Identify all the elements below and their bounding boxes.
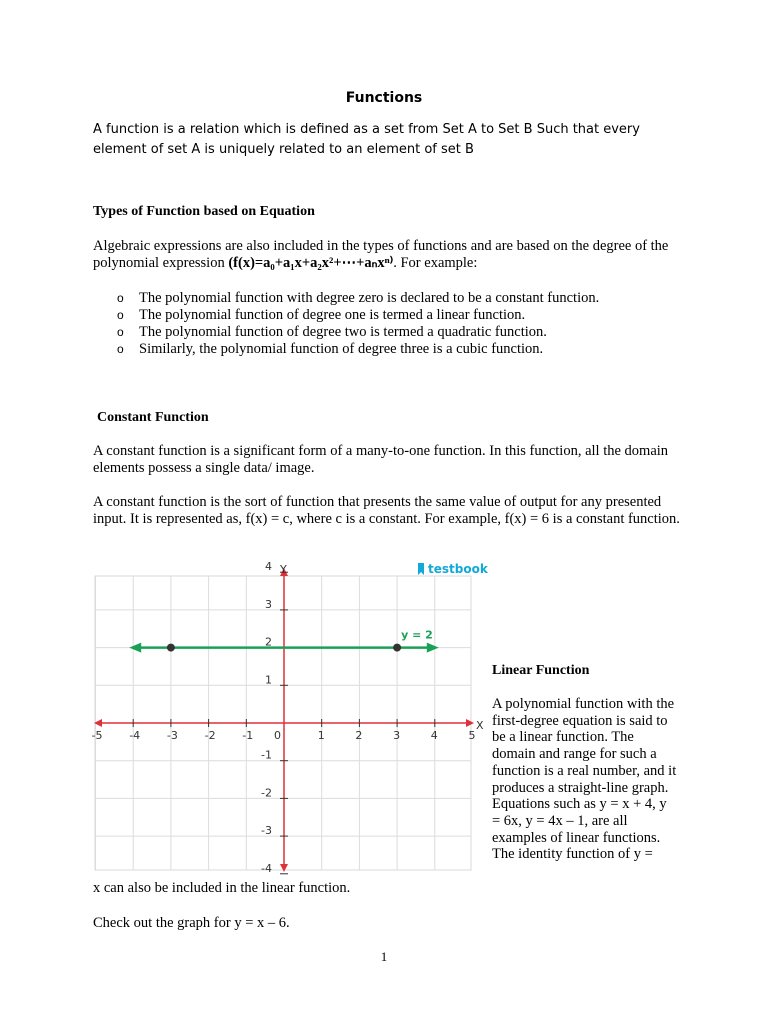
y-tick-label: -4 — [261, 861, 272, 875]
list-item-text: The polynomial function of degree two is termed a quadratic function. — [139, 324, 547, 340]
x-tick-label: 2 — [355, 729, 363, 742]
bullet-marker: o — [117, 308, 124, 322]
constant-paragraph-1: A constant function is a significant form of a many-to-one function. In this function, all the domain elements possess a single data/ image. — [93, 443, 669, 476]
linear-function-heading: Linear Function — [492, 663, 590, 678]
y-tick-label: -1 — [261, 748, 272, 762]
y-tick-label: 2 — [265, 635, 272, 649]
y-tick-label: 4 — [265, 560, 272, 574]
list-item — [93, 324, 599, 341]
x-tick-label: -2 — [204, 729, 216, 742]
y-axis-arrow-down — [280, 864, 288, 872]
series-arrow-left — [129, 643, 141, 653]
x-tick-label: 3 — [393, 729, 401, 742]
document-title: Functions — [345, 90, 423, 106]
x-axis-label: X — [476, 719, 484, 732]
x-tick-label: -3 — [166, 729, 178, 742]
watermark-logo — [418, 562, 488, 576]
y-tick-label: 3 — [265, 597, 272, 611]
constant-paragraph-2: A constant function is the sort of function that presents the same value of output for any presented input. It is represented as, f(x) = c, where c is a constant. For example, f(x) = 6 is a constant function. — [93, 494, 680, 527]
intro-paragraph: A function is a relation which is defined as a set from Set A to Set B Such that every element of set A is uniquely related to an element of set B — [93, 122, 640, 157]
x-tick-label: -1 — [242, 729, 254, 742]
linear-paragraph: A polynomial function with the first-degree equation is said to be a linear function. The domain and range for such a function is a real number, and it produces a straight-line graph. Equations such as y = x + 4, y = 6x, y = 4x – 1, are all examples of linear functions. The identity function of y = — [492, 696, 677, 863]
polynomial-formula: (f(x)=a₀+a₁x+a₂x²+⋯+aₙxⁿ⁾ — [228, 255, 394, 271]
x-tick-label: 0 — [274, 729, 281, 742]
data-point — [167, 644, 175, 652]
series-label: y = 2 — [401, 628, 433, 642]
list-item — [93, 290, 599, 307]
series-arrow-right — [427, 643, 439, 653]
list-item-text: Similarly, the polynomial function of degree three is a cubic function. — [139, 341, 544, 357]
types-heading: Types of Function based on Equation — [93, 204, 315, 219]
bullet-marker: o — [117, 291, 124, 305]
types-text-start: Algebraic expressions are also included in the types of functions and are based on the degree of the polynomial expression — [93, 238, 669, 271]
x-tick-label: -4 — [129, 729, 141, 742]
plot-area — [92, 560, 485, 875]
y-tick-label: 1 — [265, 673, 272, 687]
list-item-text: The polynomial function of degree one is termed a linear function. — [139, 307, 526, 323]
x-axis-arrow-right — [466, 719, 474, 727]
list-item — [93, 307, 599, 324]
page-number: 1 — [380, 949, 388, 964]
linear-paragraph-continued: x can also be included in the linear function. — [93, 880, 351, 896]
y-tick-label: -2 — [261, 786, 272, 800]
bullet-marker: o — [117, 342, 124, 356]
polynomial-bullet-list — [93, 290, 599, 358]
list-item — [93, 341, 599, 358]
watermark-text: testbook — [428, 562, 488, 576]
bullet-marker: o — [117, 325, 124, 339]
types-text-end: . For example: — [393, 255, 478, 271]
y-tick-label: -3 — [261, 824, 272, 838]
graph-reference-text: Check out the graph for y = x – 6. — [93, 915, 290, 931]
data-point — [393, 644, 401, 652]
y-axis-label: Y — [280, 563, 287, 576]
constant-function-graph — [88, 560, 488, 875]
types-paragraph — [93, 238, 683, 272]
x-tick-label: 1 — [317, 729, 325, 742]
x-tick-label: 4 — [430, 729, 438, 742]
constant-function-heading: Constant Function — [97, 410, 209, 425]
x-tick-label: 5 — [468, 729, 476, 742]
testbook-logo-icon — [418, 563, 424, 575]
x-tick-label: -5 — [91, 729, 103, 742]
list-item-text: The polynomial function with degree zero is declared to be a constant function. — [139, 290, 600, 306]
